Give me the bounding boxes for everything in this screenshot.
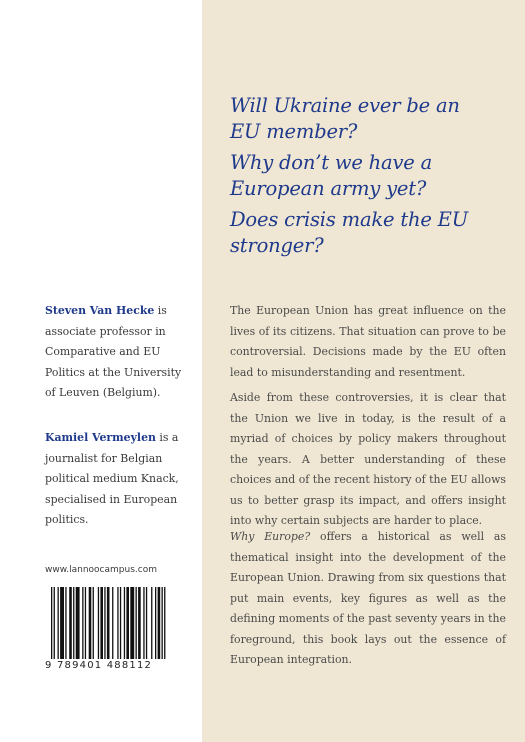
barcode-bar — [162, 587, 163, 659]
barcode-bar — [120, 587, 121, 659]
barcode-bar — [85, 587, 86, 659]
body-paragraph-3-text: offers a historical as well as thematical insight into the development of the European Union. Drawing from six questions that put main events, key figures as well as the defining moments of the past seventy years in the foreground, this book lays out the essence of European integration. — [230, 530, 506, 666]
barcode-bar — [146, 587, 147, 659]
book-title: Why Europe? — [230, 530, 311, 543]
barcode-bar — [130, 587, 134, 659]
author-bio-1 — [45, 301, 195, 404]
author-bio-text-2: is a journalist for Belgian political medium Knack, specialised in European politics. — [45, 431, 179, 526]
author-name-2: Kamiel Vermeylen — [45, 431, 156, 444]
barcode-bar — [151, 587, 152, 659]
body-paragraph-1: The European Union has great influence on the lives of its citizens. That situation can prove to be controversial. Decisions made by the EU often lead to misunderstanding and resentment. — [230, 304, 506, 379]
question-2: Why don’t we have a European army yet? — [230, 151, 433, 200]
barcode — [45, 587, 180, 675]
barcode-bar — [54, 587, 55, 659]
barcode-bar — [138, 587, 141, 659]
barcode-bar — [76, 587, 80, 659]
barcode-bar — [98, 587, 99, 659]
question-1: Will Ukraine ever be an EU member? — [230, 94, 460, 143]
barcode-bar — [65, 587, 66, 659]
publisher-website[interactable]: www.lannoocampus.com — [45, 565, 157, 575]
barcode-bar — [136, 587, 137, 659]
barcode-bar — [93, 587, 94, 659]
barcode-bar — [58, 587, 59, 659]
barcode-bar — [107, 587, 110, 659]
author-bio-text-1: is associate professor in Comparative and EU Politics at the University of Leuven (Belgium). — [45, 304, 182, 399]
body-paragraph-3 — [230, 527, 506, 671]
body-paragraph-2: Aside from these controversies, it is clear that the Union we live in today, is the result of a myriad of choices by policy makers throughout the years. A better understanding of these choices and of the recent history of the EU allows us to better grasp its impact, and offers insight into why certain subjects are harder to place. — [230, 391, 506, 527]
question-3: Does crisis make the EU stronger? — [230, 208, 468, 257]
barcode-bar — [89, 587, 92, 659]
barcode-bar — [112, 587, 113, 659]
barcode-bar — [60, 587, 64, 659]
barcode-bar — [155, 587, 156, 659]
barcode-bar — [164, 587, 165, 659]
barcode-bar — [69, 587, 72, 659]
author-bio-2 — [45, 428, 195, 531]
barcode-bar — [51, 587, 52, 659]
barcode-bar — [73, 587, 74, 659]
barcode-bar — [82, 587, 83, 659]
barcode-bar — [158, 587, 161, 659]
barcode-number: 9 789401 488112 — [45, 660, 153, 671]
barcode-bars — [51, 587, 174, 659]
author-name-1: Steven Van Hecke — [45, 304, 155, 317]
barcode-bar — [117, 587, 118, 659]
barcode-bar — [100, 587, 103, 659]
barcode-bar — [143, 587, 144, 659]
barcode-bar — [126, 587, 129, 659]
barcode-bar — [124, 587, 125, 659]
barcode-bar — [104, 587, 105, 659]
